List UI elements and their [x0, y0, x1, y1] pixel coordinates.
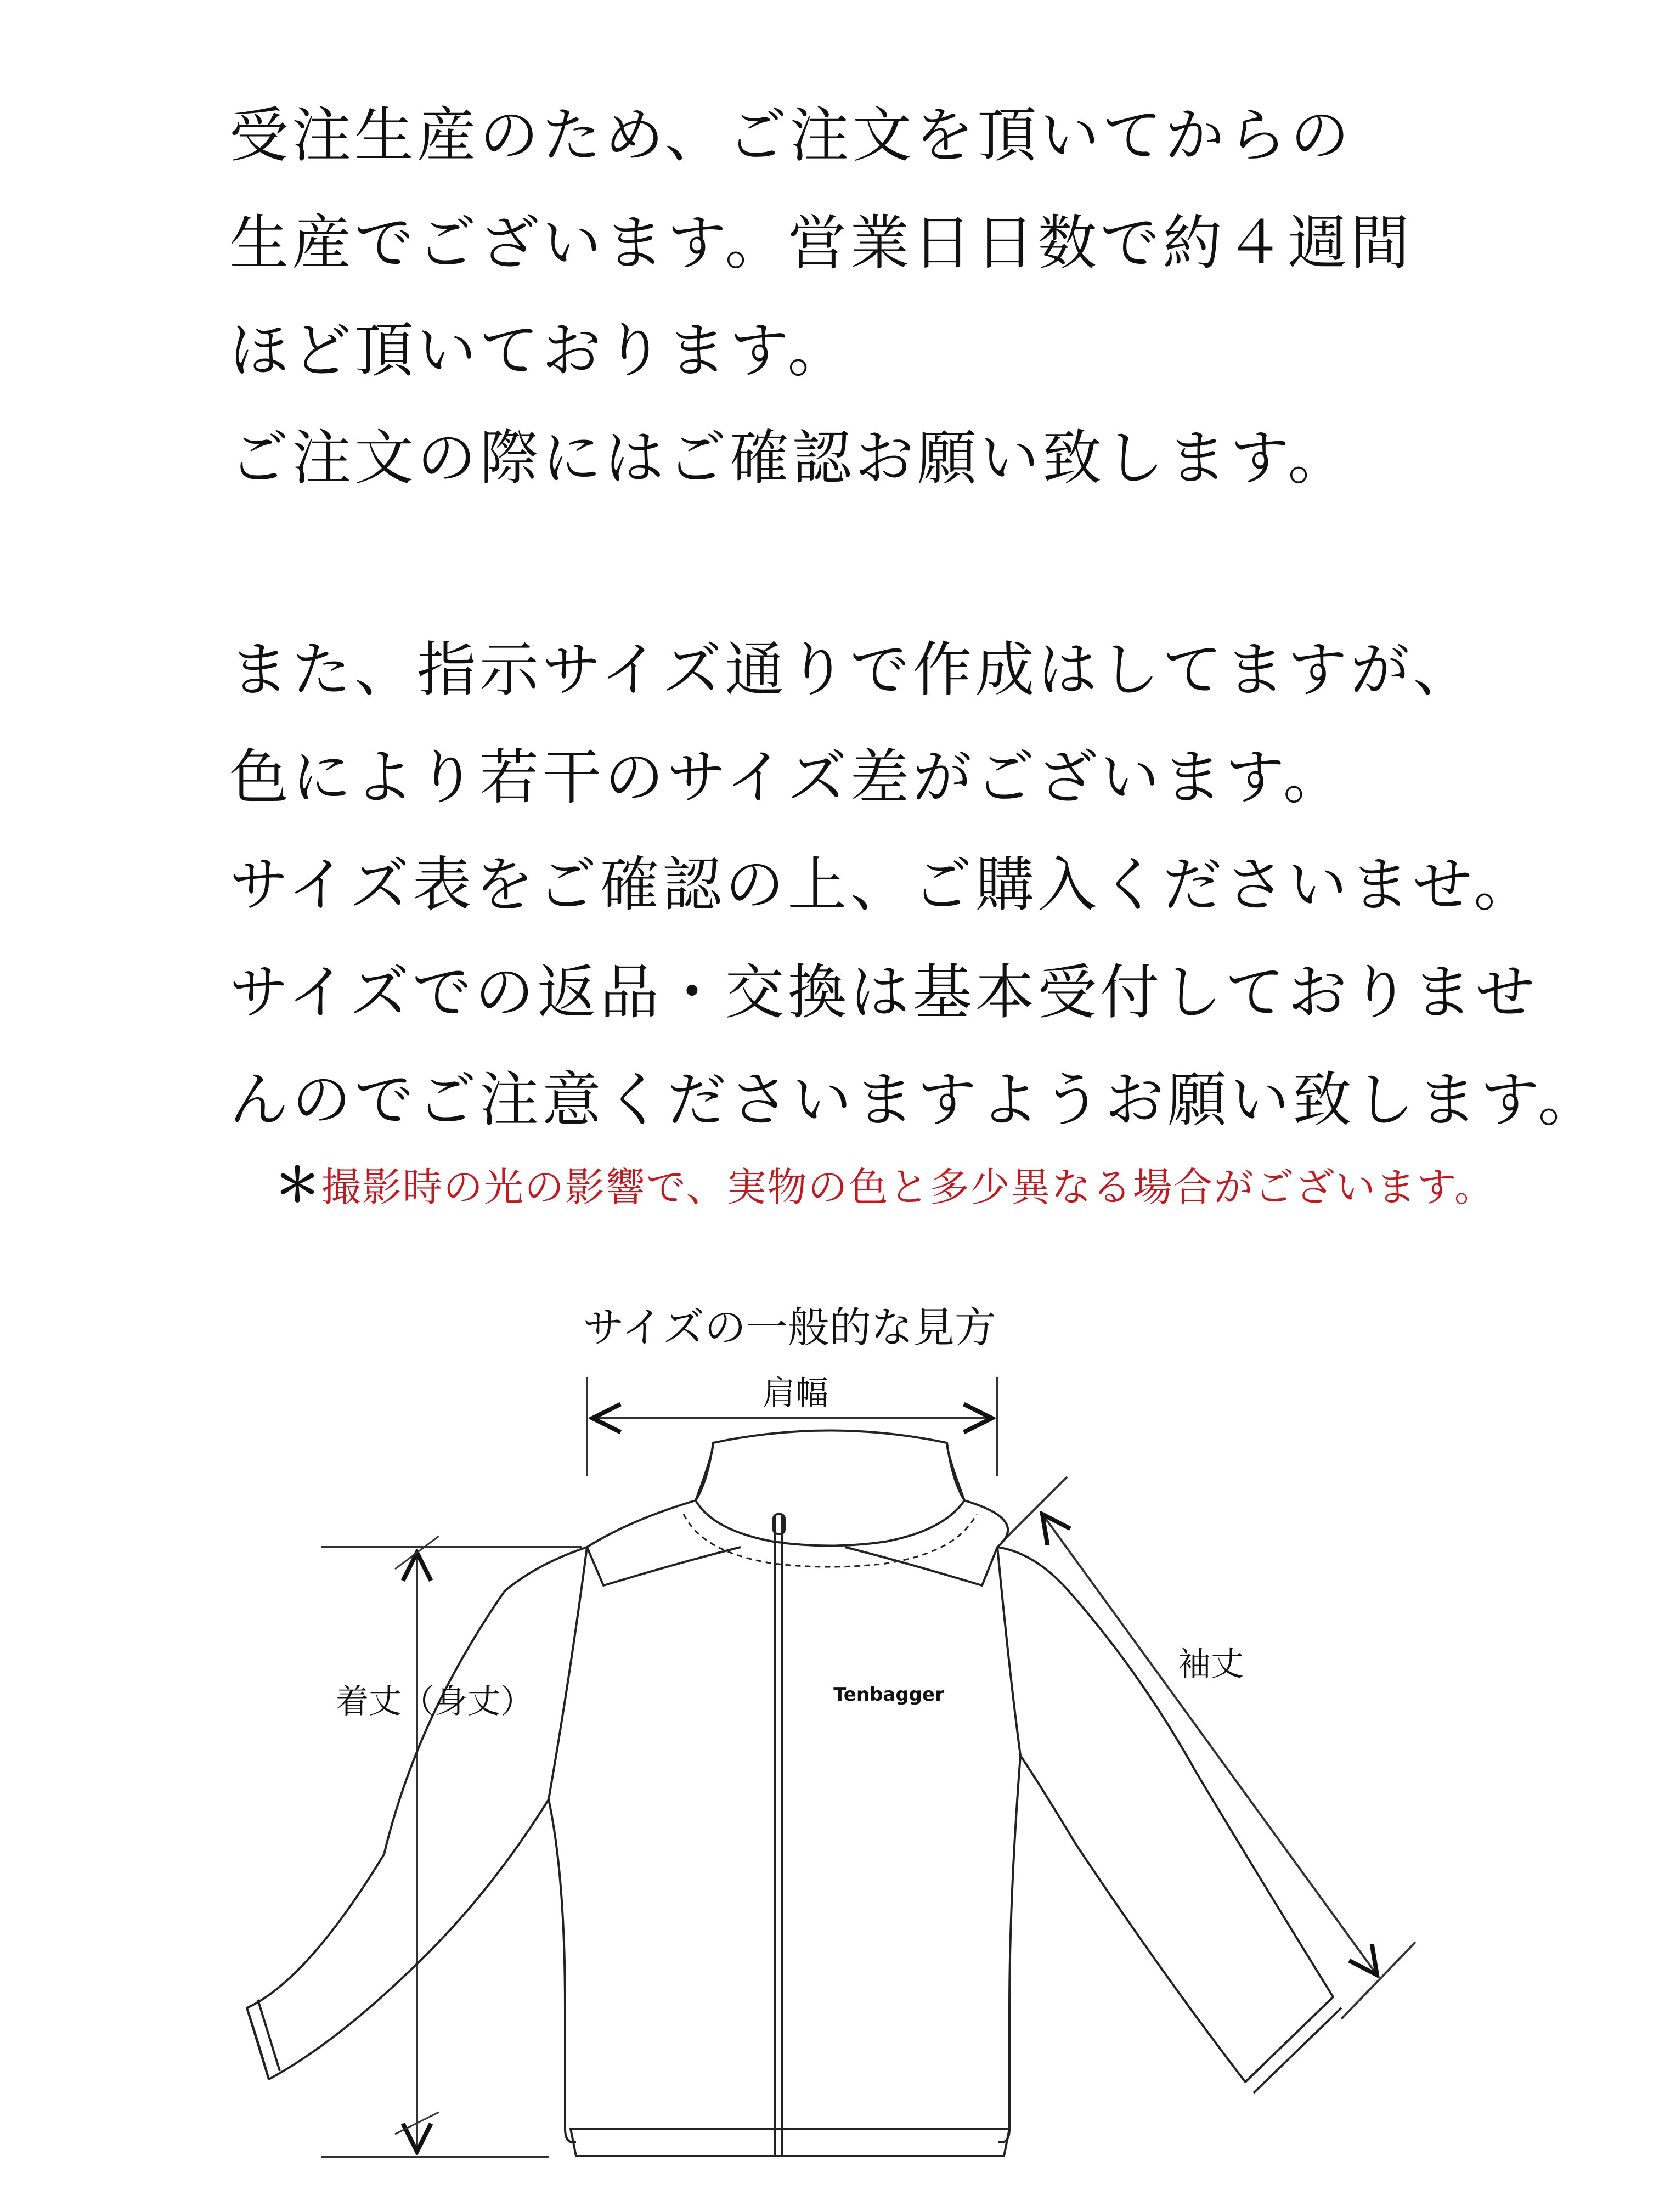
right-armhole	[997, 1547, 1020, 1756]
shoulder-width-label: 肩幅	[763, 1374, 828, 1413]
paragraph-gap	[229, 512, 1634, 617]
collar-seam	[684, 1514, 977, 1567]
left-armhole	[549, 1547, 587, 1799]
right-body	[964, 1500, 1333, 2142]
asterisk-icon: ＊	[274, 1158, 322, 1212]
sleeve-length-label: 袖丈	[1178, 1645, 1244, 1684]
notice-line: ほど頂いております。	[229, 317, 850, 385]
left-body	[247, 1500, 696, 2142]
body-length-measure	[321, 1536, 582, 2157]
color-caution	[274, 1158, 1495, 1215]
body-length-label: 着丈（身丈）	[336, 1683, 533, 1721]
jacket-outline	[247, 1431, 1341, 2157]
right-cuff	[1254, 2008, 1341, 2093]
notice-line: 色により若干のサイズ差がございます。	[229, 743, 1346, 812]
right-yoke	[845, 1547, 997, 1585]
notice-line: また、指示サイズ通りで作成はしてますが、	[229, 636, 1476, 704]
hem-band	[571, 2129, 1009, 2156]
collar	[696, 1431, 964, 1546]
sleeve-arrow	[1042, 1514, 1377, 1975]
order-notice	[229, 82, 1634, 1154]
notice-line: 生産でございます。営業日日数で約４週間	[229, 209, 1413, 278]
notice-line: 受注生産のため、ご注文を頂いてからの	[229, 101, 1353, 170]
diagram-title: サイズの一般的な見方	[583, 1303, 996, 1352]
notice-line: んのでご注意くださいますようお願い致します。	[229, 1066, 1601, 1135]
size-diagram	[0, 1361, 1659, 2212]
brand-logo: Tenbagger	[833, 1684, 944, 1706]
sleeve-extension-bottom	[1341, 1942, 1415, 2019]
notice-line: ご注文の際にはご確認お願い致します。	[229, 424, 1351, 493]
caution-text: 撮影時の光の影響で、実物の色と多少異なる場合がございます。	[321, 1164, 1495, 1210]
left-yoke	[587, 1547, 741, 1585]
notice-line: サイズ表をご確認の上、ご購入くださいませ。	[229, 851, 1537, 919]
notice-line: サイズでの返品・交換は基本受付しておりませ	[229, 958, 1538, 1027]
left-cuff	[258, 2000, 280, 2071]
sleeve-measure	[1001, 1477, 1415, 2019]
